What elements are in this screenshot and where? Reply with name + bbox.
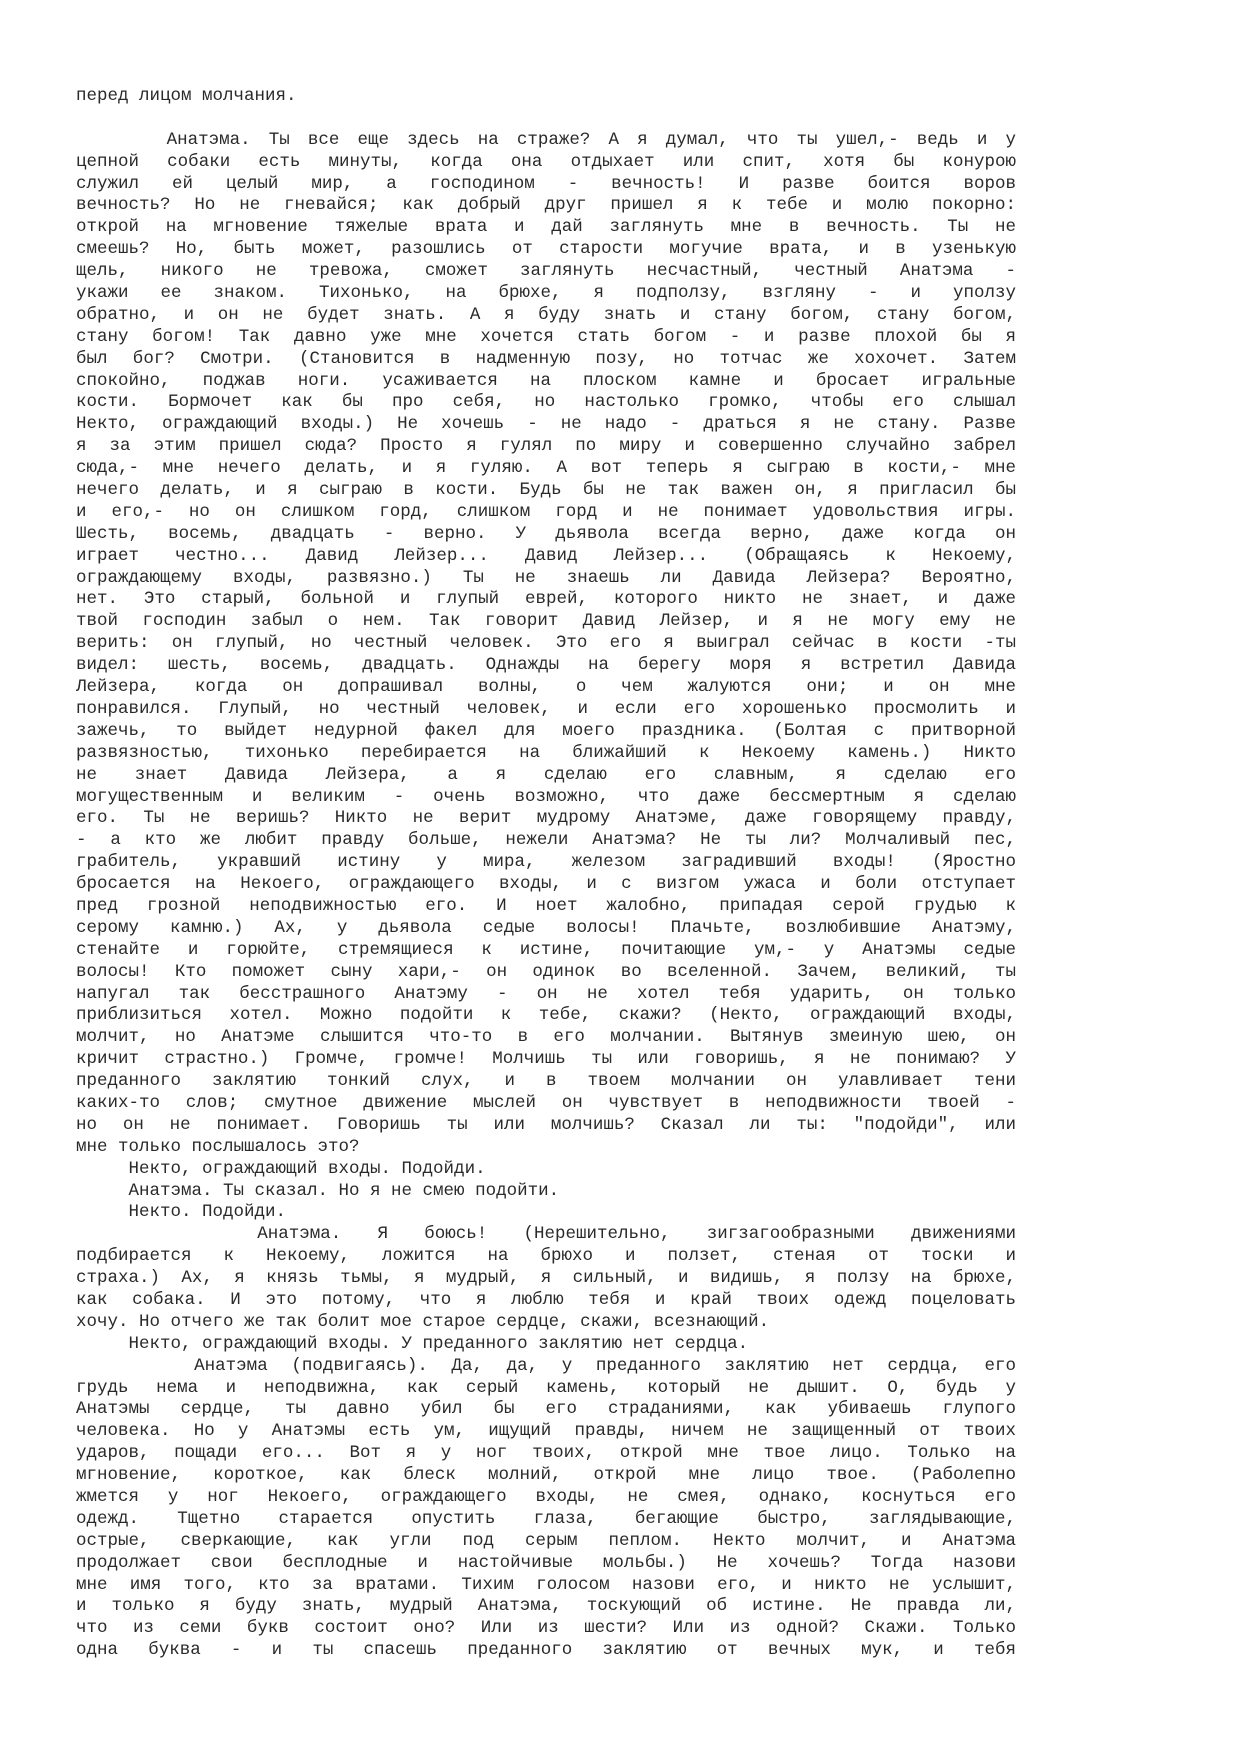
text-line: страха.) Ах, я князь тьмы, я мудрый, я сильный, и видишь, я ползу на брюхе, <box>76 1268 1016 1289</box>
text-line: ударов, пощади его... Вот я у ног твоих, открой мне твое лицо. Только на <box>76 1443 1016 1464</box>
text-line: Лейзера, когда он допрашивал волны, о чем жалуются они; и он мне <box>76 677 1016 698</box>
text-line: смеешь? Но, быть может, разошлись от старости могучие врата, и в узенькую <box>76 239 1016 260</box>
document-text <box>76 86 1016 1662</box>
text-line: одна буква - и ты спасешь преданного заклятию от вечных мук, и тебя <box>76 1640 1016 1661</box>
text-line: острые, сверкающие, как угли под серым пеплом. Некто молчит, и Анатэма <box>76 1530 1016 1551</box>
text-line: и его,- но он слишком горд, слишком горд и не понимает удовольствия игры. <box>76 501 1016 522</box>
text-line: волосы! Кто поможет сыну хари,- он одинок во вселенной. Зачем, великий, ты <box>76 961 1016 982</box>
text-line: кричит страстно.) Громче, громче! Молчишь ты или говоришь, я не понимаю? У <box>76 1049 1016 1070</box>
text-line: ограждающему входы, развязно.) Ты не знаешь ли Давида Лейзера? Вероятно, <box>76 567 1016 588</box>
text-line: мгновение, короткое, как блеск молний, открой мне лицо твое. (Раболепно <box>76 1465 1016 1486</box>
text-line: мне имя того, кто за вратами. Тихим голосом назови его, и никто не услышит, <box>76 1574 1016 1595</box>
text-line: открой на мгновение тяжелые врата и дай заглянуть мне в вечность. Ты не <box>76 217 1016 238</box>
text-line: вечность? Но не гневайся; как добрый друг пришел я к тебе и молю покорно: <box>76 195 1016 216</box>
text-line: видел: шесть, восемь, двадцать. Однажды на берегу моря я встретил Давида <box>76 655 1016 676</box>
text-line: мне только послышалось это? <box>76 1136 360 1157</box>
text-line: щель, никого не тревожа, сможет заглянуть несчастный, честный Анатэма - <box>76 261 1016 282</box>
text-line: его. Ты не веришь? Никто не верит мудрому Анатэме, даже говорящему правду, <box>76 808 1016 829</box>
text-line: продолжает свои бесплодные и настойчивые мольбы.) Не хочешь? Тогда назови <box>76 1552 1016 1573</box>
text-line: нет. Это старый, больной и глупый еврей, которого никто не знает, и даже <box>76 589 1016 610</box>
text-line: Некто, ограждающий входы.) Не хочешь - не надо - драться я не стану. Разве <box>76 414 1016 435</box>
text-line: Некто, ограждающий входы. Подойди. <box>76 1158 486 1179</box>
text-line: нечего делать, и я сыграю в кости. Будь бы не так важен он, я пригласил бы <box>76 480 1016 501</box>
text-line: не знает Давида Лейзера, а я сделаю его славным, я сделаю его <box>76 764 1016 785</box>
text-line: Некто. Подойди. <box>76 1202 287 1223</box>
text-line: Анатэма. Ты все еще здесь на страже? А я думал, что ты ушел,- ведь и у <box>76 129 1016 150</box>
text-line: стенайте и горюйте, стремящиеся к истине, почитающие ум,- у Анатэмы седые <box>76 939 1016 960</box>
text-line: цепной собаки есть минуты, когда она отдыхает или спит, хотя бы конурою <box>76 151 1016 172</box>
text-line: и только я буду знать, мудрый Анатэма, тоскующий об истине. Не правда ли, <box>76 1596 1016 1617</box>
text-line: зажечь, то выйдет недурной факел для моего праздника. (Болтая с притворной <box>76 720 1016 741</box>
text-line: сюда,- мне нечего делать, и я гуляю. А вот теперь я сыграю в кости,- мне <box>76 458 1016 479</box>
text-line: но он не понимает. Говоришь ты или молчишь? Сказал ли ты: "подойди", или <box>76 1114 1016 1135</box>
text-line: молчит, но Анатэме слышится что-то в его молчании. Вытянув змеиную шею, он <box>76 1027 1016 1048</box>
text-line: одежд. Тщетно старается опустить глаза, бегающие быстро, заглядывающие, <box>76 1508 1016 1529</box>
text-line: могущественным и великим - очень возможно, что даже бессмертным я сделаю <box>76 786 1016 807</box>
text-line: преданного заклятию тонкий слух, и в твоем молчании он улавливает тени <box>76 1071 1016 1092</box>
text-line: приблизиться хотел. Можно подойти к тебе, скажи? (Некто, ограждающий входы, <box>76 1005 1016 1026</box>
text-line: Некто, ограждающий входы. У преданного заклятию нет сердца. <box>76 1333 749 1354</box>
text-line: что из семи букв состоит оно? Или из шести? Или из одной? Скажи. Только <box>76 1618 1016 1639</box>
text-line: обратно, и он не будет знать. А я буду знать и стану богом, стану богом, <box>76 304 1016 325</box>
text-line: напугал так бесстрашного Анатэму - он не хотел тебя ударить, он только <box>76 983 1016 1004</box>
text-line: жмется у ног Некоего, ограждающего входы, не смея, однако, коснуться его <box>76 1487 1016 1507</box>
text-line: я за этим пришел сюда? Просто я гулял по миру и совершенно случайно забрел <box>76 436 1016 457</box>
text-line: Анатэма. Я боюсь! (Нерешительно, зигзагообразными движениями <box>76 1224 1016 1245</box>
text-line: серому камню.) Ах, у дьявола седые волосы! Плачьте, возлюбившие Анатэму, <box>76 917 1016 938</box>
text-line <box>76 108 1016 130</box>
text-line: - а кто же любит правду больше, нежели Анатэма? Не ты ли? Молчаливый пес, <box>76 830 1016 851</box>
text-line: укажи ее знаком. Тихонько, на брюхе, я подползу, взгляну - и уползу <box>76 283 1016 304</box>
text-line: верить: он глупый, но честный человек. Это его я выиграл сейчас в кости -ты <box>76 633 1016 654</box>
text-line: понравился. Глупый, но честный человек, и если его хорошенько просмолить и <box>76 698 1016 719</box>
text-line: Анатэма (подвигаясь). Да, да, у преданного заклятию нет сердца, его <box>76 1355 1016 1376</box>
text-line: Анатэма. Ты сказал. Но я не смею подойти. <box>76 1180 560 1201</box>
text-line: бросается на Некоего, ограждающего входы, и с визгом ужаса и боли отступает <box>76 874 1016 895</box>
text-line: хочу. Но отчего же так болит мое старое сердце, скажи, всезнающий. <box>76 1311 770 1332</box>
text-line: стану богом! Так давно уже мне хочется стать богом - и разве плохой бы я <box>76 326 1016 347</box>
text-line: грудь нема и неподвижна, как серый камень, который не дышит. О, будь у <box>76 1377 1016 1398</box>
text-line: грабитель, укравший истину у мира, железом заградивший входы! (Яростно <box>76 852 1016 873</box>
text-line: кости. Бормочет как бы про себя, но настолько громко, чтобы его слышал <box>76 392 1016 413</box>
text-line: был бог? Смотри. (Становится в надменную позу, но тотчас же хохочет. Затем <box>76 348 1016 369</box>
text-line: спокойно, поджав ноги. усаживается на плоском камне и бросает игральные <box>76 370 1016 391</box>
text-line: играет честно... Давид Лейзер... Давид Лейзер... (Обращаясь к Некоему, <box>76 545 1016 566</box>
text-line: Анатэмы сердце, ты давно убил бы его страданиями, как убиваешь глупого <box>76 1399 1016 1420</box>
text-line: служил ей целый мир, а господином - вечность! И разве боится воров <box>76 173 1016 194</box>
text-line: как собака. И это потому, что я люблю тебя и край твоих одежд поцеловать <box>76 1289 1016 1310</box>
text-line: развязностью, тихонько перебирается на ближайший к Некоему камень.) Никто <box>76 742 1016 763</box>
text-line: подбирается к Некоему, ложится на брюхо и ползет, стеная от тоски и <box>76 1246 1016 1267</box>
text-line: пред грозной неподвижностью его. И ноет жалобно, припадая серой грудью к <box>76 895 1016 916</box>
text-line: Шесть, восемь, двадцать - верно. У дьявола всегда верно, даже когда он <box>76 523 1016 544</box>
text-line: твой господин забыл о нем. Так говорит Давид Лейзер, и я не могу ему не <box>76 611 1016 632</box>
text-line: каких-то слов; смутное движение мыслей он чувствует в неподвижности твоей - <box>76 1092 1016 1113</box>
text-line: перед лицом молчания. <box>76 86 297 106</box>
text-line: человека. Но у Анатэмы есть ум, ищущий правды, ничем не защищенный от твоих <box>76 1421 1016 1442</box>
